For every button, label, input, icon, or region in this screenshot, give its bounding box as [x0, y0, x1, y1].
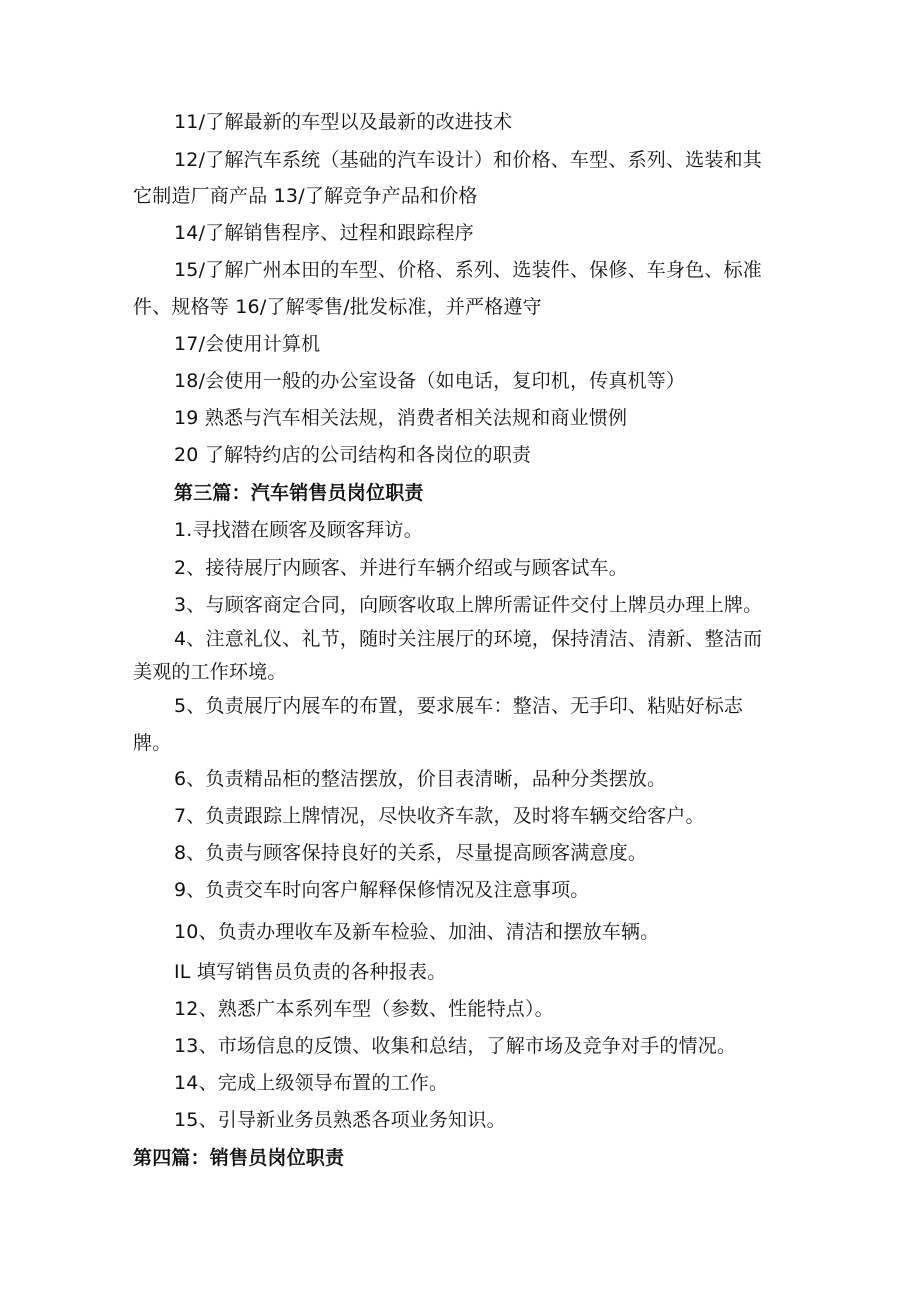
list-item: 5、负责展厅内展车的布置，要求展车：整洁、无手印、粘贴好标志 [174, 695, 744, 717]
list-item: 6、负责精品柜的整洁摆放，价目表清晰，品种分类摆放。 [174, 768, 667, 790]
list-item: 12、熟悉广本系列车型（参数、性能特点）。 [174, 998, 554, 1020]
list-item: 14、完成上级领导布置的工作。 [174, 1072, 449, 1094]
list-item: 9、负责交车时向客户解释保修情况及注意事项。 [174, 879, 590, 901]
list-item: 4、注意礼仪、礼节，随时关注展厅的环境，保持清洁、清新、整洁而 [174, 628, 763, 650]
list-item-continuation: 美观的工作环境。 [133, 661, 287, 683]
list-item: 14/了解销售程序、过程和跟踪程序 [174, 222, 474, 244]
list-item: 13、市场信息的反馈、收集和总结，了解市场及竞争对手的情况。 [174, 1035, 737, 1057]
list-item: 8、负责与顾客保持良好的关系，尽量提高顾客满意度。 [174, 842, 648, 864]
list-item: 1.寻找潜在顾客及顾客拜访。 [174, 519, 423, 541]
list-item: 15、引导新业务员熟悉各项业务知识。 [174, 1109, 506, 1131]
list-item: 15/了解广州本田的车型、价格、系列、选装件、保修、车身色、标准 [174, 259, 762, 281]
list-item: 7、负责跟踪上牌情况，尽快收齐车款，及时将车辆交给客户。 [174, 805, 705, 827]
section-heading: 第四篇：销售员岗位职责 [133, 1147, 345, 1169]
list-item-continuation: 它制造厂商产品 13/了解竞争产品和价格 [133, 185, 478, 207]
list-item-continuation: 件、规格等 16/了解零售/批发标准，并严格遵守 [133, 296, 542, 318]
list-item: 10、负责办理收车及新车检验、加油、清洁和摆放车辆。 [174, 921, 660, 943]
list-item: IL 填写销售员负责的各种报表。 [174, 961, 447, 983]
section-heading: 第三篇：汽车销售员岗位职责 [174, 482, 424, 504]
list-item: 2、接待展厅内顾客、并进行车辆介绍或与顾客试车。 [174, 557, 628, 579]
list-item: 11/了解最新的车型以及最新的改进技术 [174, 111, 513, 133]
list-item: 18/会使用一般的办公室设备（如电话，复印机，传真机等） [174, 370, 686, 392]
list-item: 19 熟悉与汽车相关法规，消费者相关法规和商业惯例 [174, 407, 628, 429]
list-item: 17/会使用计算机 [174, 333, 321, 355]
list-item-continuation: 牌。 [133, 732, 172, 754]
list-item: 20 了解特约店的公司结构和各岗位的职责 [174, 444, 532, 466]
list-item: 3、与顾客商定合同，向顾客收取上牌所需证件交付上牌员办理上牌。 [174, 594, 763, 616]
list-item: 12/了解汽车系统（基础的汽车设计）和价格、车型、系列、选装和其 [174, 149, 762, 171]
